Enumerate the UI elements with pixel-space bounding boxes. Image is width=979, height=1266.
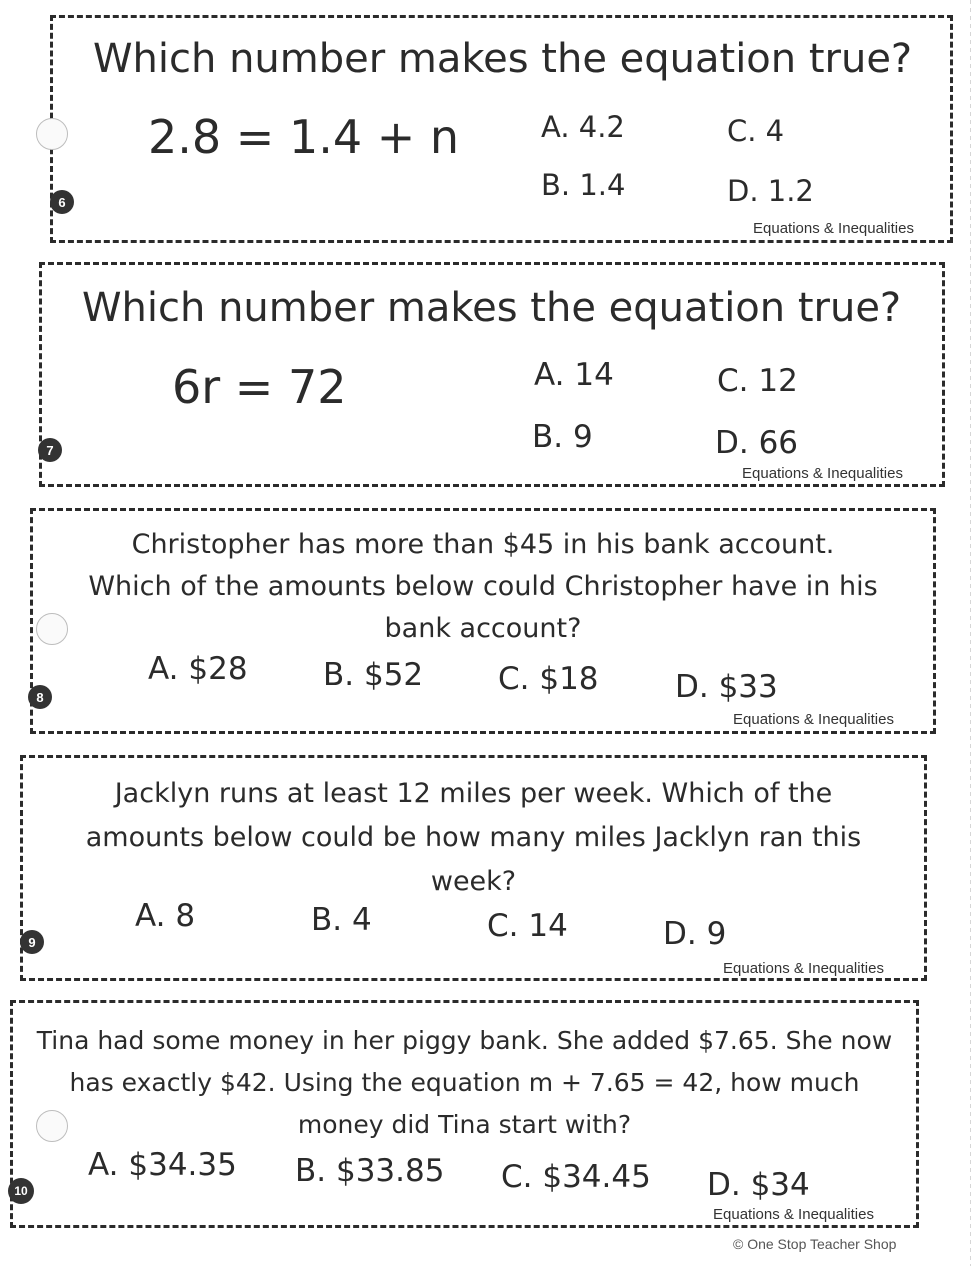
page-edge-line <box>970 0 971 1266</box>
choice-d[interactable]: D. 1.2 <box>727 174 814 208</box>
choice-c[interactable]: C. $18 <box>498 661 599 697</box>
question-title: Which number makes the equation true? <box>93 36 913 82</box>
choice-b[interactable]: B. $52 <box>323 657 424 693</box>
card-number-badge: 8 <box>28 685 52 709</box>
task-card-6 <box>50 15 953 243</box>
binder-hole <box>36 1110 68 1142</box>
topic-label: Equations & Inequalities <box>753 220 914 237</box>
choice-a[interactable]: A. 8 <box>135 898 196 934</box>
choice-d[interactable]: D. 66 <box>715 425 799 461</box>
topic-label: Equations & Inequalities <box>742 465 903 482</box>
choice-a[interactable]: A. $34.35 <box>88 1147 237 1183</box>
task-card-10 <box>10 1000 919 1228</box>
question-line-2: Which of the amounts below could Christopher have in his <box>88 571 878 602</box>
choice-a[interactable]: A. 14 <box>534 357 614 393</box>
question-title: Which number makes the equation true? <box>82 285 902 331</box>
question-line-3: bank account? <box>384 613 582 644</box>
card-number-badge: 9 <box>20 930 44 954</box>
choice-b[interactable]: B. 9 <box>532 419 593 455</box>
choice-c[interactable]: C. 14 <box>487 908 568 944</box>
card-number-badge: 10 <box>8 1178 34 1204</box>
question-line-1: Christopher has more than $45 in his bank account. <box>131 529 835 560</box>
topic-label: Equations & Inequalities <box>733 711 894 728</box>
choice-a[interactable]: A. 4.2 <box>541 110 625 144</box>
choice-b[interactable]: B. $33.85 <box>295 1153 445 1189</box>
choice-b[interactable]: B. 4 <box>311 902 372 938</box>
choice-c[interactable]: C. $34.45 <box>501 1159 651 1195</box>
question-line-3: money did Tina start with? <box>297 1110 632 1139</box>
topic-label: Equations & Inequalities <box>713 1206 874 1223</box>
equation: 6r = 72 <box>172 360 347 414</box>
equation: 2.8 = 1.4 + n <box>148 110 460 164</box>
question-line-3: week? <box>430 866 517 897</box>
task-card-9 <box>20 755 927 981</box>
topic-label: Equations & Inequalities <box>723 960 884 977</box>
question-line-1: Tina had some money in her piggy bank. She added $7.65. She now <box>36 1026 893 1055</box>
choice-d[interactable]: D. $33 <box>675 669 778 705</box>
task-card-7 <box>39 262 945 487</box>
card-number-badge: 6 <box>50 190 74 214</box>
choice-d[interactable]: D. 9 <box>663 916 727 952</box>
choice-c[interactable]: C. 12 <box>717 363 798 399</box>
binder-hole <box>36 118 68 150</box>
question-line-2: has exactly $42. Using the equation m + 7.65 = 42, how much <box>69 1068 860 1097</box>
choice-b[interactable]: B. 1.4 <box>541 168 626 202</box>
card-number-badge: 7 <box>38 438 62 462</box>
binder-hole <box>36 613 68 645</box>
question-line-1: Jacklyn runs at least 12 miles per week. Which of the <box>114 778 833 809</box>
task-card-8 <box>30 508 936 734</box>
choice-c[interactable]: C. 4 <box>727 114 785 148</box>
choice-d[interactable]: D. $34 <box>707 1167 810 1203</box>
copyright-text: © One Stop Teacher Shop <box>733 1236 897 1252</box>
question-line-2: amounts below could be how many miles Jacklyn ran this <box>85 822 862 853</box>
choice-a[interactable]: A. $28 <box>148 651 248 687</box>
